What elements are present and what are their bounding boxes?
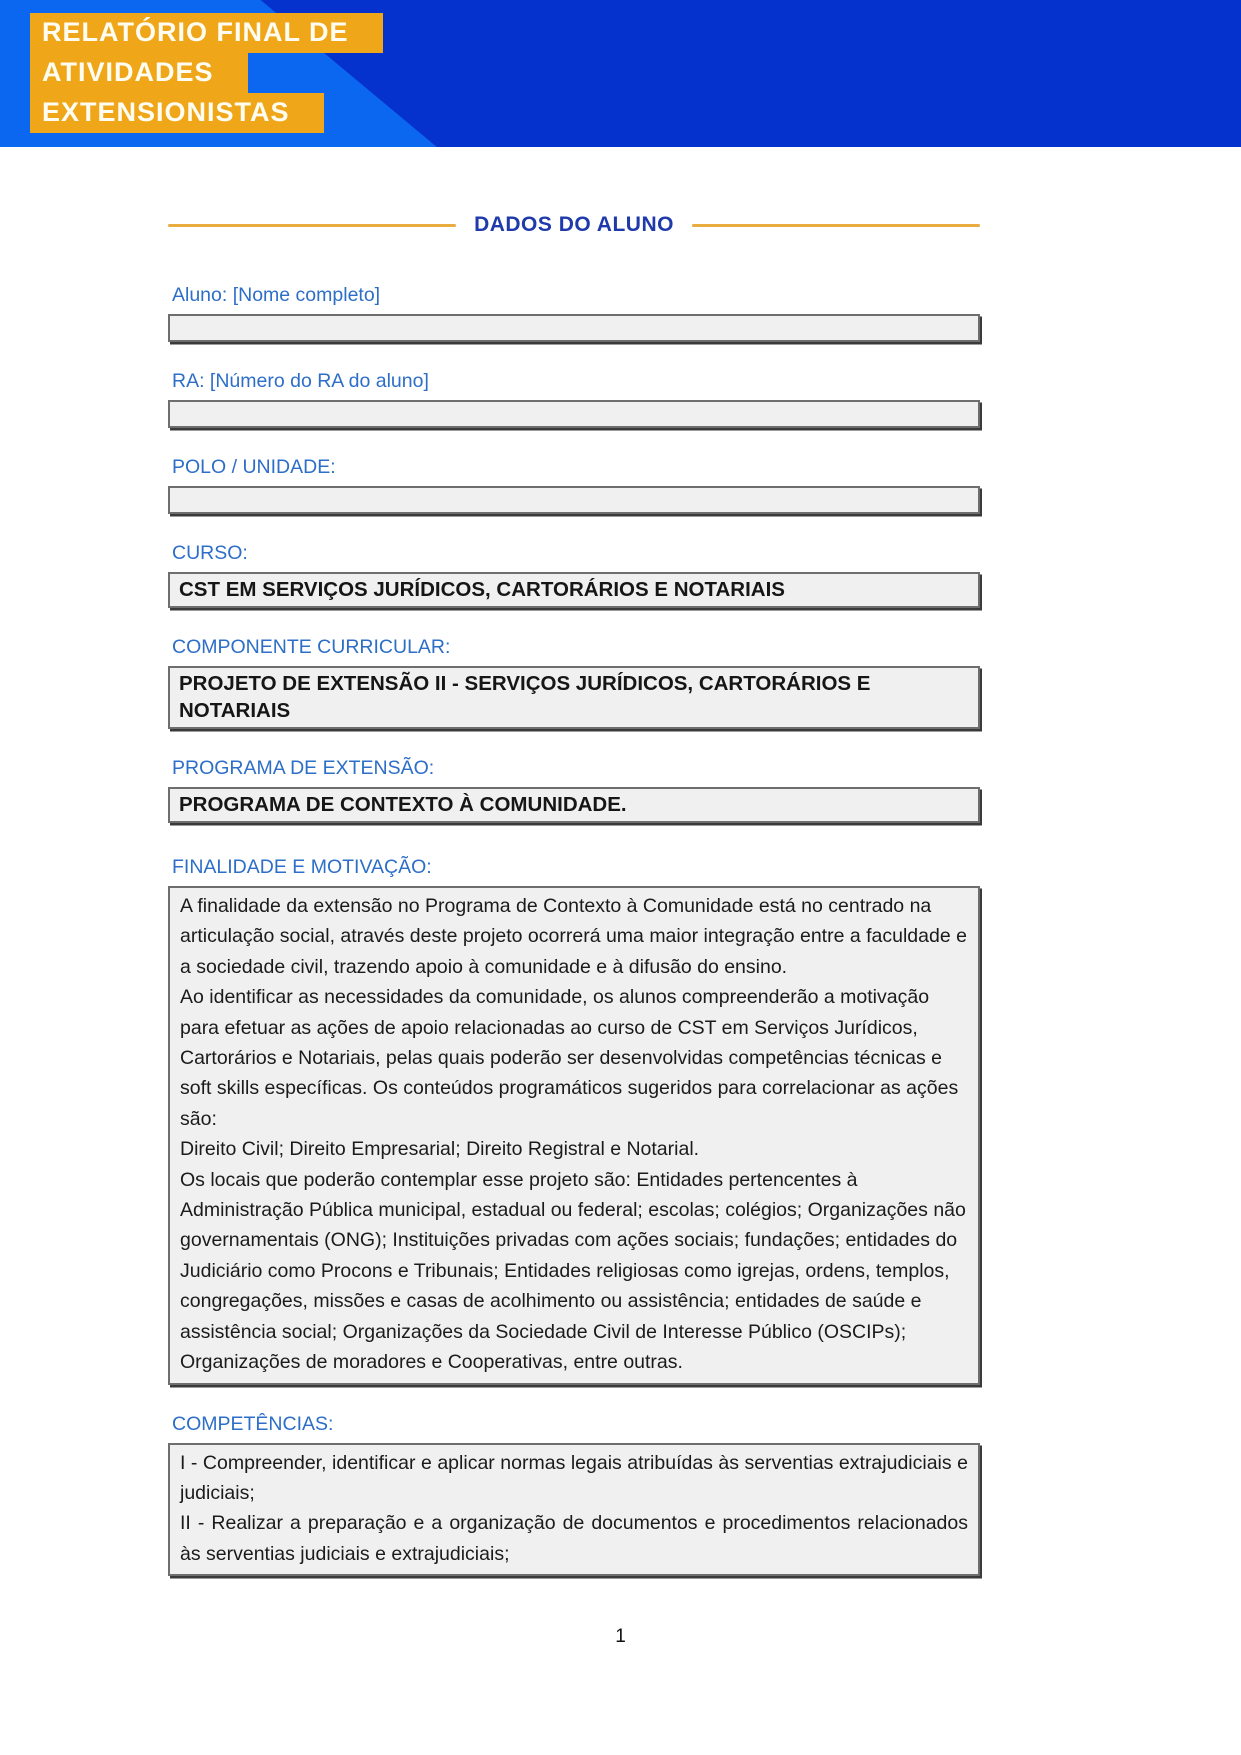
competencia-item: I - Compreender, identificar e aplicar normas legais atribuídas às serventias extrajudiciais e judiciais; — [180, 1451, 968, 1504]
finalidade-paragraph: Ao identificar as necessidades da comunidade, os alunos compreenderão a motivação para efetuar as ações de apoio relacionadas ao curso de CST em Serviços Jurídicos, Cartorários e Notariais, pelas quais poderão ser desenvolvidas competências técnicas e soft skills específicas. Os conteúdos programáticos sugeridos para correlacionar as ações são: — [180, 986, 959, 1130]
page-number: 1 — [615, 1626, 626, 1647]
field-programa-extensao — [168, 756, 980, 823]
field-componente-curricular-value: PROJETO DE EXTENSÃO II - SERVIÇOS JURÍDICOS, CARTORÁRIOS E NOTARIAIS — [168, 666, 980, 729]
finalidade-paragraph: Os locais que poderão contemplar esse projeto são: Entidades pertencentes à Administração Pública municipal, estadual ou federal; escolas; colégios; Organizações não governamentais (ONG); Instituições privadas com ações sociais; fundações; entidades do Judiciário como Procons e Tribunais; Entidades religiosas como igrejas, ordens, templos, congregações, missões e casas de acolhimento ou assistência; entidades de saúde e assistência social; Organizações da Sociedade Civil de Interesse Público (OSCIPs); Organizações de moradores e Cooperativas, entre outras. — [180, 1168, 966, 1374]
field-polo-unidade-label: POLO / UNIDADE: — [172, 456, 336, 478]
section-competencias-label: COMPETÊNCIAS: — [172, 1412, 334, 1435]
field-ra-input[interactable] — [168, 400, 980, 428]
report-banner — [0, 0, 1241, 147]
section-finalidade-label: FINALIDADE E MOTIVAÇÃO: — [172, 856, 432, 878]
competencia-item: II - Realizar a preparação e a organização de documentos e procedimentos relacionados às serventias judiciais e extrajudiciais; — [180, 1512, 968, 1565]
field-polo-unidade-input[interactable] — [168, 486, 980, 514]
banner-line-1: RELATÓRIO FINAL DE — [30, 13, 383, 53]
form-content — [168, 147, 980, 1576]
field-aluno-input[interactable] — [168, 314, 980, 342]
page-title: DADOS DO ALUNO — [474, 213, 674, 236]
section-competencias — [168, 1412, 980, 1577]
field-curso — [168, 541, 980, 608]
title-rule-left — [168, 224, 456, 227]
section-title-row — [168, 213, 980, 237]
finalidade-paragraph: Direito Civil; Direito Empresarial; Direito Registral e Notarial. — [180, 1138, 700, 1161]
banner-title — [30, 13, 383, 133]
field-componente-curricular — [168, 635, 980, 729]
field-polo-unidade — [168, 455, 980, 514]
section-finalidade-text — [168, 886, 980, 1385]
field-curso-value: CST EM SERVIÇOS JURÍDICOS, CARTORÁRIOS E NOTARIAIS — [168, 572, 980, 608]
banner-line-3: EXTENSIONISTAS — [30, 93, 324, 133]
title-rule-right — [692, 224, 980, 227]
field-aluno-label: Aluno: [Nome completo] — [172, 284, 381, 306]
field-componente-curricular-label: COMPONENTE CURRICULAR: — [172, 636, 451, 658]
field-ra-label: RA: [Número do RA do aluno] — [172, 370, 429, 392]
section-finalidade — [168, 855, 980, 1385]
field-programa-extensao-label: PROGRAMA DE EXTENSÃO: — [172, 757, 435, 779]
banner-line-2: ATIVIDADES — [30, 53, 248, 93]
field-curso-label: CURSO: — [172, 542, 248, 564]
field-programa-extensao-value: PROGRAMA DE CONTEXTO À COMUNIDADE. — [168, 787, 980, 823]
field-aluno — [168, 283, 980, 342]
field-ra — [168, 369, 980, 428]
section-competencias-text — [168, 1443, 980, 1577]
finalidade-paragraph: A finalidade da extensão no Programa de Contexto à Comunidade está no centrado na articulação social, através deste projeto ocorrerá uma maior integração entre a faculdade e a sociedade civil, trazendo apoio à comunidade e à difusão do ensino. — [180, 895, 967, 978]
